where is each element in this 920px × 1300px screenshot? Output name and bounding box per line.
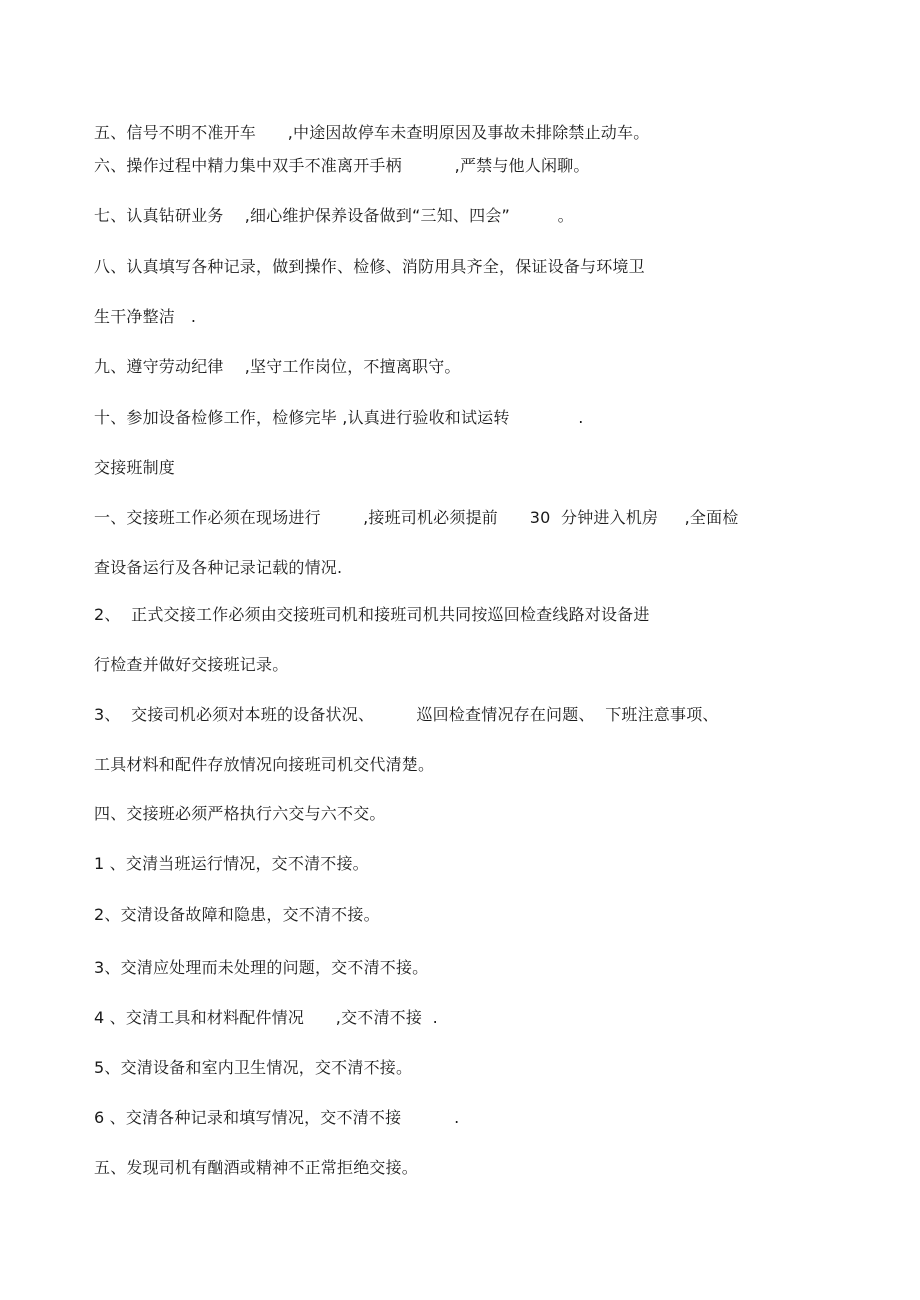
shift-rule-1-cont: 查设备运行及各种记录记载的情况.: [94, 558, 343, 577]
handover-item-1: 1 、交清当班运行情况，交不清不接。: [94, 854, 369, 873]
shift-rule-2-cont: 行检查并做好交接班记录。: [94, 655, 289, 674]
handover-item-3: 3、交清应处理而未处理的问题，交不清不接。: [94, 958, 429, 977]
shift-rule-4: 四、交接班必须严格执行六交与六不交。: [94, 804, 386, 823]
shift-rule-3: 3、 交接司机必须对本班的设备状况、 巡回检查情况存在问题、 下班注意事项、: [94, 705, 719, 724]
rule-line-6: 六、操作过程中精力集中双手不准离开手柄 ,严禁与他人闲聊。: [94, 156, 590, 175]
handover-item-2: 2、交清设备故障和隐患，交不清不接。: [94, 905, 380, 924]
shift-rule-1: 一、交接班工作必须在现场进行 ,接班司机必须提前 30 分钟进入机房 ,全面检: [94, 508, 739, 527]
rule-line-10: 十、参加设备检修工作，检修完毕 ,认真进行验收和试运转 .: [94, 408, 584, 427]
rule-line-8-cont: 生干净整洁 .: [94, 307, 197, 326]
shift-rule-5: 五、发现司机有酗酒或精神不正常拒绝交接。: [94, 1158, 419, 1177]
rule-line-5: 五、信号不明不准开车 ,中途因故停车未查明原因及事故未排除禁止动车。: [94, 123, 650, 142]
handover-item-6: 6 、交清各种记录和填写情况，交不清不接 .: [94, 1108, 460, 1127]
handover-item-5: 5、交清设备和室内卫生情况，交不清不接。: [94, 1058, 413, 1077]
rule-line-9: 九、遵守劳动纪律 ,坚守工作岗位，不擅离职守。: [94, 357, 461, 376]
rule-line-8: 八、认真填写各种记录，做到操作、检修、消防用具齐全，保证设备与环境卫: [94, 257, 645, 276]
rule-line-7: 七、认真钻研业务 ,细心维护保养设备做到“三知、四会” 。: [94, 206, 574, 225]
handover-item-4: 4 、交清工具和材料配件情况 ,交不清不接 .: [94, 1008, 438, 1027]
shift-rule-2: 2、 正式交接工作必须由交接班司机和接班司机共同按巡回检查线路对设备进: [94, 605, 650, 624]
section-heading: 交接班制度: [94, 458, 176, 477]
shift-rule-3-cont: 工具材料和配件存放情况向接班司机交代清楚。: [94, 755, 435, 774]
